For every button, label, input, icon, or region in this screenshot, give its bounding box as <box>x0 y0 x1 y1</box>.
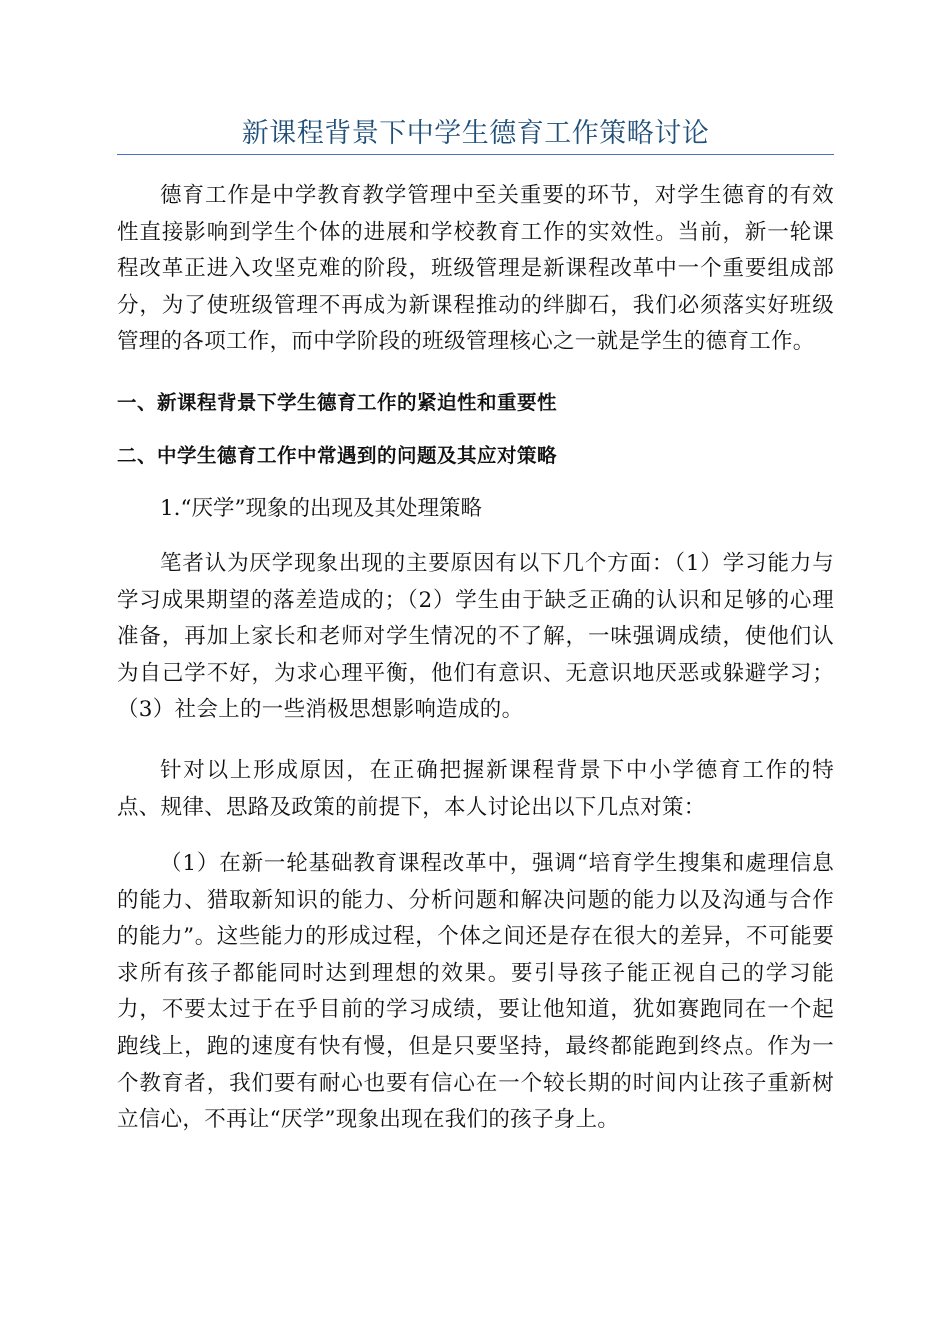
causes-paragraph: 笔者认为厌学现象出现的主要原因有以下几个方面：（1）学习能力与学习成果期望的落差造成的；（2）学生由于缺乏正确的认识和足够的心理准备，再加上家长和老师对学生情况的不了解，一味强调成绩，使他们认为自己学不好，为求心理平衡，他们有意识、无意识地厌恶或躲避学习；（3）社会上的一些消极思想影响造成的。 <box>117 551 834 723</box>
section-heading-2: 二、中学生德育工作中常遇到的问题及其应对策略 <box>117 444 558 467</box>
document-title: 新课程背景下中学生德育工作策略讨论 <box>241 118 710 149</box>
measure-1-paragraph: （1）在新一轮基础教育课程改革中，强调“培育学生搜集和處理信息的能力、猎取新知识的能力、分析问题和解决问题的能力以及沟通与合作的能力”。这些能力的形成过程，个体之间还是存在很大的差异，不可能要求所有孩子都能同时达到理想的效果。要引导孩子能正视自己的学习能力，不要太过于在乎目前的学习成绩，要让他知道，犹如赛跑同在一个起跑线上，跑的速度有快有慢，但是只要坚持，最终都能跑到终点。作为一个教育者，我们要有耐心也要有信心在一个较长期的时间内让孩子重新树立信心，不再让“厌学”现象出现在我们的孩子身上。 <box>117 851 834 1133</box>
document-page <box>117 0 834 1344</box>
title-underline <box>117 154 834 155</box>
section-heading-1: 一、新课程背景下学生德育工作的紧迫性和重要性 <box>117 391 558 414</box>
subsection-heading-1: 1.“厌学”现象的出现及其处理策略 <box>160 496 482 521</box>
intro-paragraph: 德育工作是中学教育教学管理中至关重要的环节，对学生德育的有效性直接影响到学生个体的进展和学校教育工作的实效性。当前，新一轮课程改革正进入攻坚克难的阶段，班级管理是新课程改革中一个重要组成部分，为了使班级管理不再成为新课程推动的绊脚石，我们必须落实好班级管理的各项工作，而中学阶段的班级管理核心之一就是学生的德育工作。 <box>117 183 834 355</box>
countermeasures-intro-paragraph: 针对以上形成原因，在正确把握新课程背景下中小学德育工作的特点、规律、思路及政策的前提下，本人讨论出以下几点对策： <box>117 758 834 820</box>
